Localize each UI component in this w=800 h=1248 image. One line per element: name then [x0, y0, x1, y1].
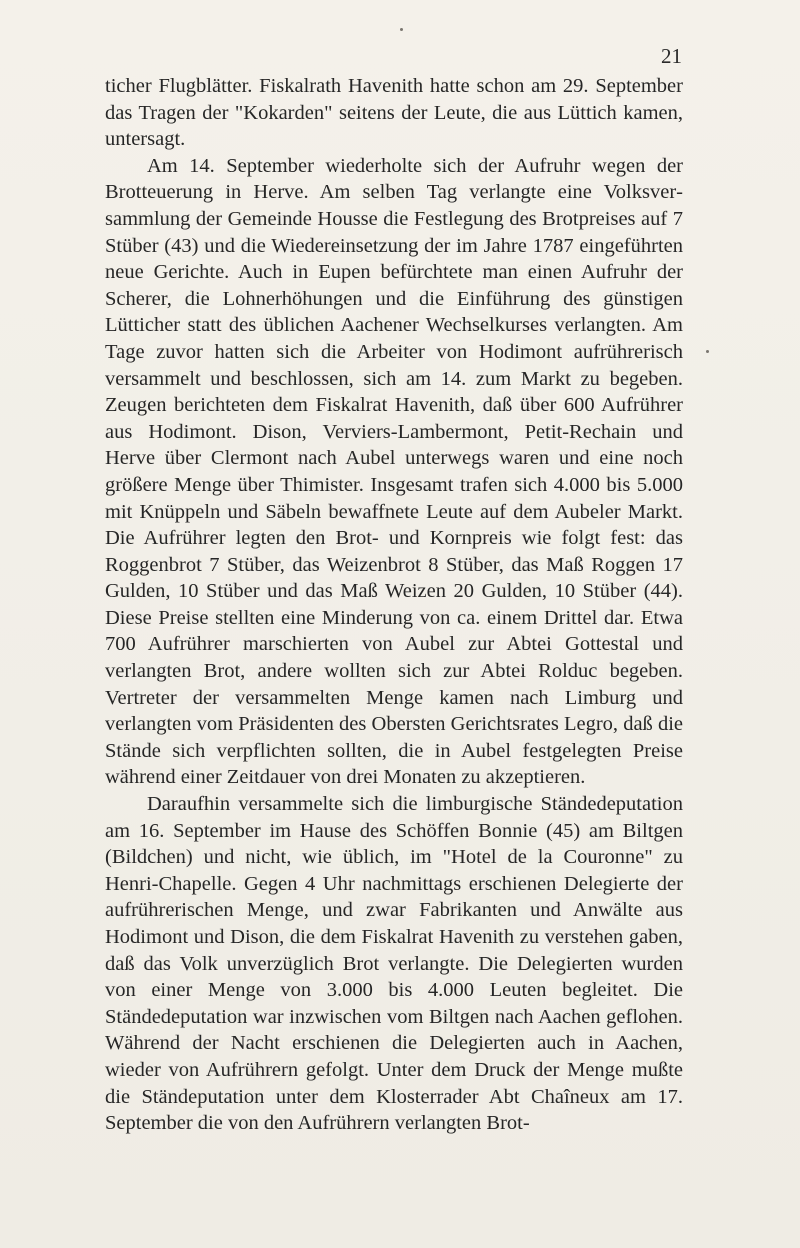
paragraph-2: Am 14. September wiederholte sich der Aufruhr wegen der Brotteuerung in Herve. Am selben Tag verlangte eine Volksversammlung der Gemeinde Housse die Festlegung des Brotpreises auf 7 Stüber (43) und die Wiedereinsetzung der im Jahre 1787 eingeführten neue Gerichte. Auch in Eupen befürchtete man einen Aufruhr der Scherer, die Lohnerhöhungen und die Einführung des günstigen Lütticher statt des üblichen Aachener Wechselkurses verlangten. Am Tage zuvor hatten sich die Arbeiter von Hodimont aufrührerisch versammelt und beschlossen, sich am 14. zum Markt zu begeben. Zeugen berichteten dem Fiskalrat Havenith, daß über 600 Aufrührer aus Hodimont. Dison, Verviers-Lambermont, Petit-Rechain und Herve über Clermont nach Aubel unterwegs waren und eine noch größere Menge über Thimister. Insgesamt trafen sich 4.000 bis 5.000 mit Knüppeln und Säbeln bewaffnete Leute auf dem Aubeler Markt. Die Aufrührer legten den Brot- und Kornpreis wie folgt fest: das Roggenbrot 7 Stüber, das Weizenbrot 8 Stüber, das Maß Roggen 17 Gulden, 10 Stüber und das Maß Weizen 20 Gulden, 10 Stüber (44). Diese Preise stellten eine Minderung von ca. einem Drittel dar. Etwa 700 Aufrührer marschierten von Aubel zur Abtei Gottestal und verlangten Brot, andere wollten sich zur Abtei Rolduc begeben. Vertreter der versammelten Menge kamen nach Limburg und verlangten vom Präsidenten des Obersten Gerichtsrates Legro, daß die Stände sich verpflichten sollten, die in Aubel festgelegten Preise während einer Zeitdauer von drei Monaten zu akzeptieren. — [105, 154, 683, 789]
body-text — [105, 73, 683, 1137]
stray-mark-top — [400, 28, 403, 31]
paragraph-3: Daraufhin versammelte sich die limburgische Ständedeputation am 16. September im Hause des Schöffen Bonnie (45) am Biltgen (Bildchen) und nicht, wie üblich, im "Hotel de la Couronne" zu Henri-Chapelle. Gegen 4 Uhr nachmittags erschienen Delegierte der aufrührerischen Menge, und zwar Fabrikanten und Anwälte aus Hodimont und Dison, die dem Fiskalrat Havenith zu verstehen gaben, daß das Volk unverzüglich Brot verlangte. Die Delegierten wurden von einer Menge von 3.000 bis 4.000 Leuten begleitet. Die Ständedeputation war inzwischen vom Biltgen nach Aachen geflohen. Während der Nacht erschienen die Delegierten auch in Aachen, wieder von Aufrührern gefolgt. Unter dem Druck der Menge mußte die Ständeputation unter dem Klosterrader Abt Chaîneux am 17. September die von den Aufrührern verlangten Brot- — [105, 793, 683, 1135]
stray-mark-margin — [706, 350, 709, 353]
paragraph-1: ticher Flugblätter. Fiskalrath Havenith hatte schon am 29. September das Tragen der "Kokarden" seitens der Leute, die aus Lüttich kamen, untersagt. — [105, 75, 683, 151]
page-number: 21 — [661, 44, 682, 68]
